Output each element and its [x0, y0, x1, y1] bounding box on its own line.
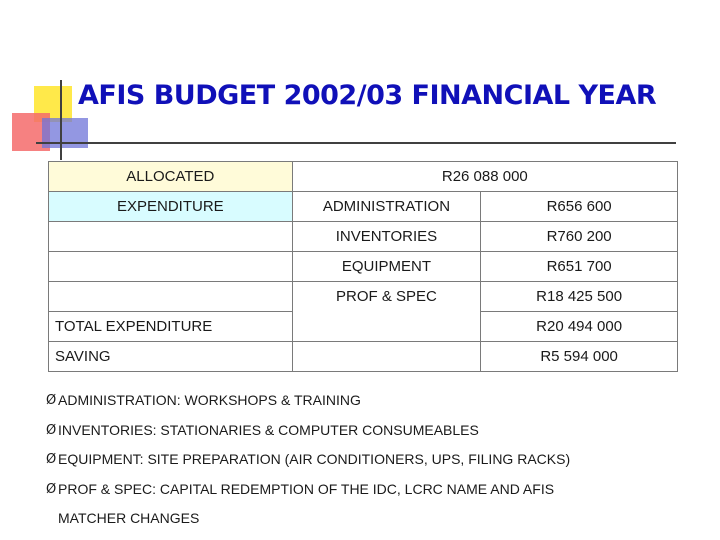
arrow-bullet-icon: Ø [46, 452, 57, 467]
arrow-bullet-icon: Ø [46, 422, 57, 438]
expenditure-item-name: PROF & SPEC [292, 282, 481, 312]
note-item [46, 445, 696, 475]
empty-cell [49, 222, 293, 252]
slide-title: AFIS BUDGET 2002/03 FINANCIAL YEAR [78, 80, 657, 111]
expenditure-row [49, 192, 678, 222]
expenditure-item-name: INVENTORIES [292, 222, 481, 252]
empty-cell [292, 312, 481, 342]
decorative-vertical-line [60, 80, 62, 160]
title-underline [36, 142, 676, 144]
allocated-row [49, 162, 678, 192]
note-continuation: MATCHER CHANGES [58, 510, 200, 526]
note-text: PROF & SPEC: CAPITAL REDEMPTION OF THE IDC, LCRC NAME AND AFIS [58, 480, 555, 497]
expenditure-item-amount: R760 200 [481, 222, 678, 252]
allocated-value: R26 088 000 [292, 162, 677, 192]
allocated-label: ALLOCATED [49, 162, 293, 192]
total-row [49, 312, 678, 342]
total-value: R20 494 000 [481, 312, 678, 342]
note-item [46, 475, 696, 505]
arrow-bullet-icon: Ø [46, 481, 57, 497]
note-text: ADMINISTRATION: WORKSHOPS & TRAINING [58, 392, 361, 408]
note-item [46, 416, 696, 446]
expenditure-item-name: EQUIPMENT [292, 252, 481, 282]
expenditure-row [49, 252, 678, 282]
empty-cell [49, 252, 293, 282]
saving-label: SAVING [49, 342, 293, 372]
note-text: INVENTORIES: STATIONARIES & COMPUTER CONSUMEABLES [58, 421, 479, 438]
expenditure-item-amount: R18 425 500 [481, 282, 678, 312]
empty-cell [292, 342, 481, 372]
expenditure-item-name: ADMINISTRATION [292, 192, 481, 222]
expenditure-item-amount: R651 700 [481, 252, 678, 282]
note-text: EQUIPMENT: SITE PREPARATION (AIR CONDITIONERS, UPS, FILING RACKS) [58, 451, 571, 467]
decorative-blue-square [42, 118, 88, 148]
expenditure-item-amount: R656 600 [481, 192, 678, 222]
empty-cell [49, 282, 293, 312]
saving-value: R5 594 000 [481, 342, 678, 372]
notes-list [46, 386, 696, 534]
saving-row [49, 342, 678, 372]
expenditure-row [49, 222, 678, 252]
arrow-bullet-icon: Ø [46, 393, 57, 408]
budget-table [48, 161, 678, 372]
total-label: TOTAL EXPENDITURE [49, 312, 293, 342]
note-item [46, 386, 696, 416]
expenditure-row [49, 282, 678, 312]
expenditure-label: EXPENDITURE [49, 192, 293, 222]
